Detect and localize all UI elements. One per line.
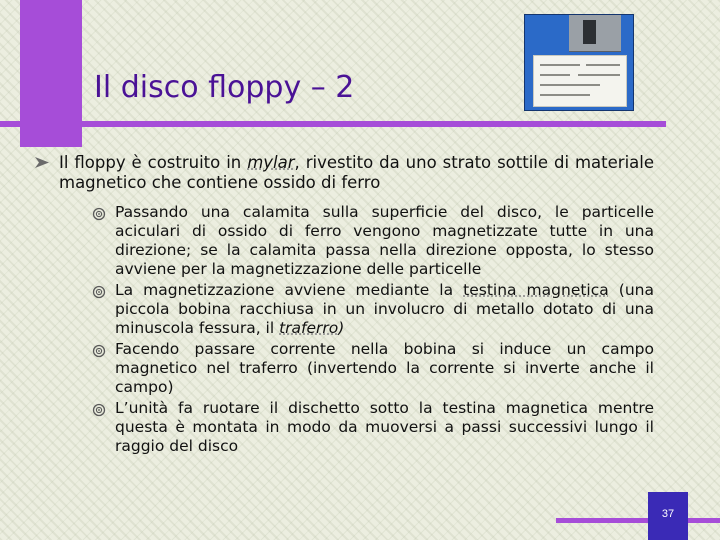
sub-bullet-text: Passando una calamita sulla superficie del disco, le particelle aciculari di ossido di ferro vengono magnetizzate tutte in una direzione; se la calamita passa nella direzione opposta, lo stesso avviene per la magnetizzazione delle particelle: [115, 203, 654, 278]
sub-bullet-text-end: ): [338, 319, 345, 337]
sub-bullet-text-start: La magnetizzazione avviene mediante la: [115, 281, 464, 299]
swirl-bullet-icon: [92, 403, 106, 417]
sub-bullet-item: [59, 399, 654, 456]
page-number: 37: [661, 508, 675, 520]
label-line: [540, 74, 570, 76]
sub-bullet-list: [59, 203, 654, 456]
main-bullet: [34, 153, 654, 456]
sub-bullet-item: [59, 340, 654, 397]
sub-bullet-item: [59, 203, 654, 279]
title-underline-bar: [0, 121, 666, 127]
label-line: [540, 64, 580, 66]
swirl-bullet-icon: [92, 207, 106, 221]
swirl-bullet-icon: [92, 285, 106, 299]
sub-bullet-text-middle: (una piccola bobina racchiusa in un involucro di metallo dotato di una minuscola fessura, il: [115, 281, 654, 337]
sub-bullet-text: Facendo passare corrente nella bobina si induce un campo magnetico nel traferro (invertendo la corrente si inverte anche il campo): [115, 340, 654, 396]
swirl-bullet-icon: [92, 344, 106, 358]
label-line: [586, 64, 620, 66]
main-bullet-text-start: Il floppy è costruito in: [59, 153, 248, 172]
footer-accent-bar: [556, 518, 720, 523]
floppy-label: [533, 55, 627, 107]
bullet-list: [34, 153, 654, 456]
sub-bullet-text: L’unità fa ruotare il dischetto sotto la testina magnetica mentre questa è montata in modo da muoversi a passi successivi lungo il raggio del disco: [115, 399, 654, 455]
arrow-bullet-icon: [34, 156, 50, 169]
label-line: [578, 74, 620, 76]
page-title: Il disco floppy – 2: [94, 70, 355, 105]
sub-bullet-item: [59, 281, 654, 338]
traferro-term: traferro: [279, 319, 339, 337]
label-line: [540, 94, 590, 96]
floppy-disk-icon: [524, 14, 634, 111]
testina-magnetica-term: testina magnetica: [463, 281, 609, 299]
label-line: [540, 84, 600, 86]
mylar-term: mylar: [247, 153, 295, 172]
floppy-shutter-slot: [583, 20, 596, 44]
main-bullet-text-end: , rivestito da uno strato sottile di materiale magnetico che contiene ossido di ferro: [59, 153, 654, 192]
